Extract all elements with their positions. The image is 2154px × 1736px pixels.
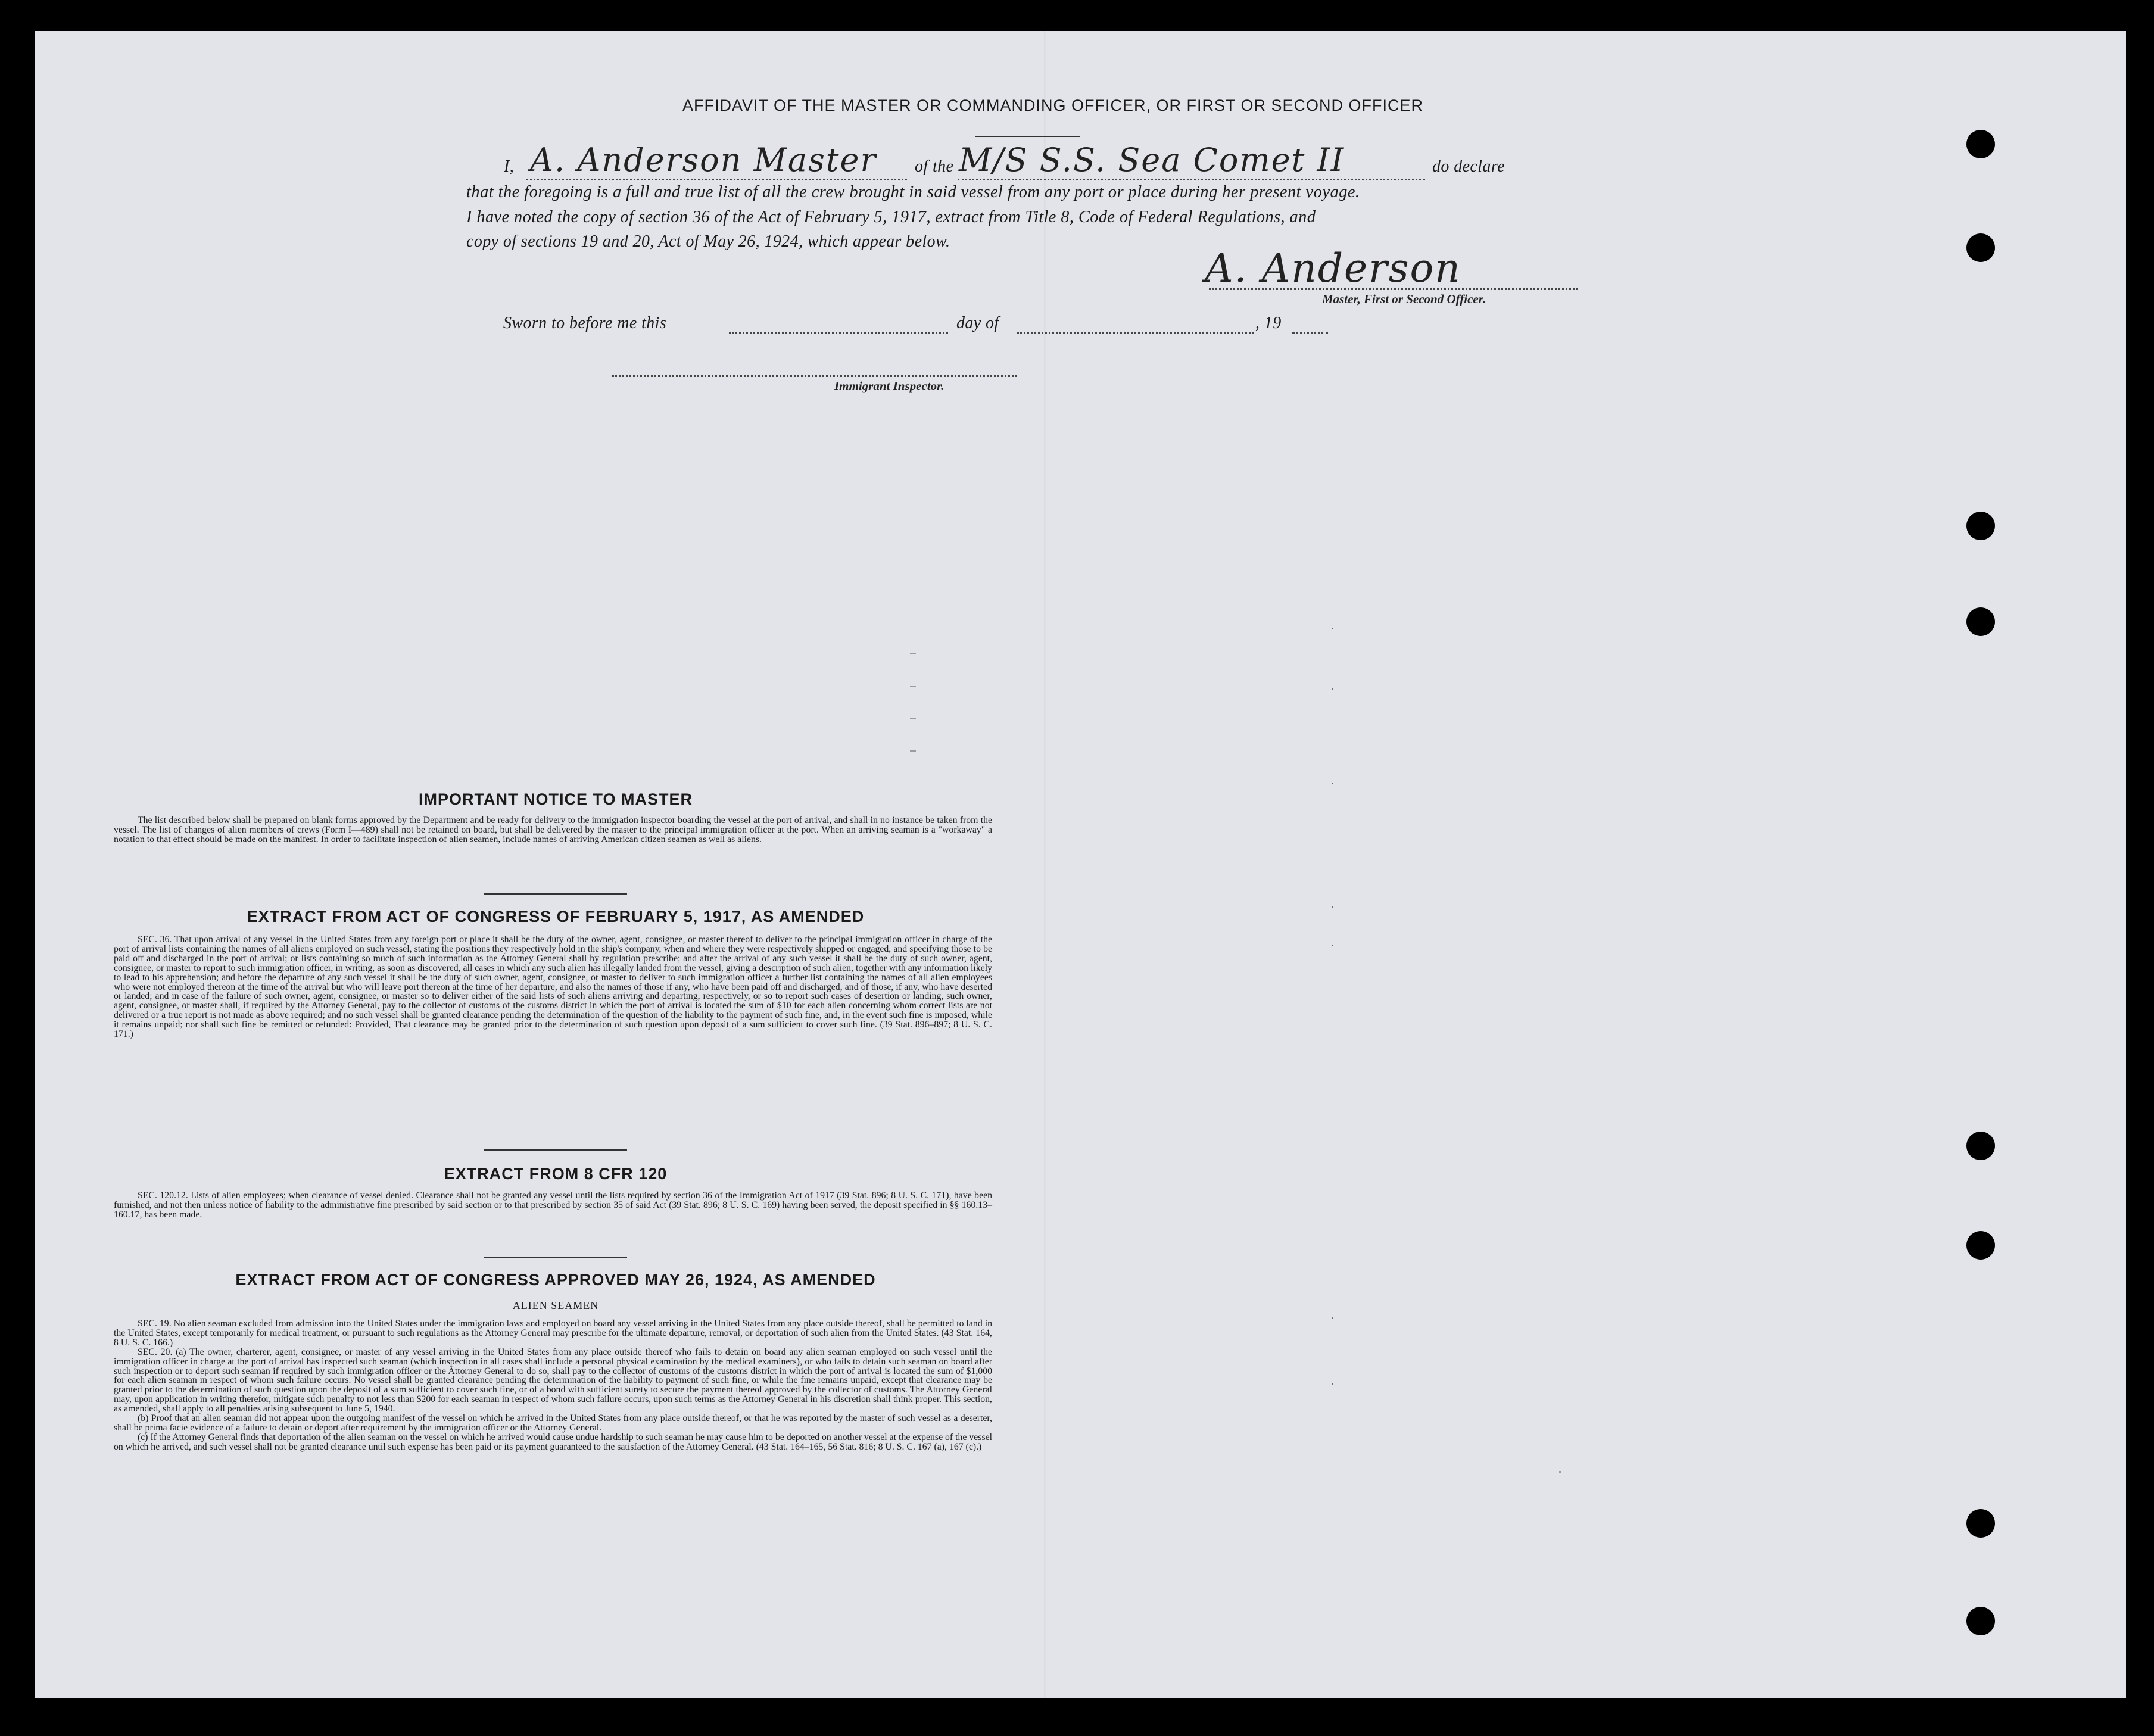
extract-1924-heading: EXTRACT FROM ACT OF CONGRESS APPROVED MAY 26, 1924, AS AMENDED (235, 1271, 876, 1289)
vessel-name-line (958, 179, 1425, 180)
paper-fleck (1332, 945, 1333, 946)
punch-hole (1966, 233, 1995, 262)
extract-cfr-heading: EXTRACT FROM 8 CFR 120 (444, 1165, 668, 1183)
extract-1924-text (114, 1319, 992, 1452)
handwritten-vessel-name: M/S S.S. Sea Comet II (959, 141, 1345, 179)
handwritten-master-name: A. Anderson Master (530, 141, 877, 179)
notice-heading: IMPORTANT NOTICE TO MASTER (419, 790, 693, 808)
punch-hole (1966, 607, 1995, 636)
punch-hole (1966, 130, 1995, 158)
paper-fleck (1332, 1317, 1333, 1319)
paper-fleck (1332, 1383, 1333, 1385)
column-tick (910, 686, 916, 687)
extract-1917-heading: EXTRACT FROM ACT OF CONGRESS OF FEBRUARY 5, 1917, AS AMENDED (247, 908, 865, 925)
declaration-of-the: of the (915, 157, 954, 176)
column-tick (910, 718, 916, 719)
section-divider (484, 1149, 627, 1151)
declaration-suffix: do declare (1432, 157, 1505, 176)
column-tick (910, 750, 916, 752)
punch-hole (1966, 1509, 1995, 1538)
notice-paragraph: The list described below shall be prepared on blank forms approved by the Department and be ready for delivery to the immigration inspector boarding the vessel at the port of arrival, and shall in no instance be taken from the vessel. The list of changes of alien members of crews (Form I—489) shall not be retained on board, but shall be delivered by the master to the principal immigration officer at the port. When an arriving seaman is a "workaway" a notation to that effect should be made on the manifest. In order to facilitate inspection of alien seamen, include names of arriving American citizen seamen as well as aliens. (114, 815, 992, 844)
declaration-line-4: copy of sections 19 and 20, Act of May 26, 1924, which appear below. (466, 232, 950, 251)
sworn-day-of: day of (956, 314, 999, 332)
section-divider (484, 1257, 627, 1258)
paper-fleck (1332, 906, 1333, 908)
sec-20b-paragraph: (b) Proof that an alien seaman did not appear upon the outgoing manifest of the vessel on which he arrived in the United States from any place outside thereof, or that he was reported by the master of such vessel as a deserter, shall be prima facie evidence of a failure to detain or deport after requirement by the immigration officer or the Attorney General. (114, 1413, 992, 1433)
master-signature: A. Anderson (1205, 245, 1461, 291)
sec-36-paragraph: SEC. 36. That upon arrival of any vessel in the United States from any foreign port or place it shall be the duty of the owner, agent, consignee, or master thereof to deliver to the principal immigration officer in charge of the port of arrival lists containing the names of all aliens employed on such vessel, stating the positions they respectively hold in the ship's company, when and where they were respectively shipped or engaged, and specifying those to be paid off and discharged in the port of arrival; or lists containing so much of such information as the Attorney General shall by regulation prescribe; and after the arrival of any such vessel it shall be the duty of such owner, agent, consignee, or master to report to such immigration officer, in writing, as soon as discovered, all cases in which any such alien has illegally landed from the vessel, giving a description of such alien, together with any information likely to lead to his apprehension; and before the departure of any such vessel it shall be the duty of such owner, agent, consignee, or master to deliver to such immigration officer a further list containing the names of all alien employees who were not employed thereon at the time of the arrival but who will leave port thereon at the time of her departure, and also the names of those if any, who have been paid off and discharged, and of those, if any, who have deserted or landed; and in case of the failure of such owner, agent, consignee, or master so to deliver either of the said lists of such aliens arriving and departing, respectively, or so to report such cases of desertion or landing, such owner, agent, consignee, or master shall, if required by the Attorney General, pay to the collector of customs of the customs district in which the port of arrival is located the sum of $10 for each alien concerning whom correct lists are not delivered or a true report is not made as above required; and no such vessel shall be granted clearance pending the determination of the question of the liability to the payment of such fine, and, in the event such fine is imposed, while it remains unpaid; nor shall such fine be remitted or refunded: Provided, That clearance may be granted prior to the determination of such question upon deposit of a sum sufficient to cover such fine. (39 Stat. 896–897; 8 U. S. C. 171.) (114, 934, 992, 1040)
paper-fleck (1332, 783, 1333, 784)
inspector-line (612, 375, 1017, 377)
section-divider (484, 893, 627, 895)
affidavit-title: AFFIDAVIT OF THE MASTER OR COMMANDING OFFICER, OR FIRST OR SECOND OFFICER (682, 96, 1424, 114)
notice-text (114, 816, 992, 844)
form-page (35, 31, 2126, 1698)
punch-hole (1966, 1231, 1995, 1260)
extract-1917-text (114, 935, 992, 1039)
declaration-line-2: that the foregoing is a full and true list of all the crew brought in said vessel from any port or place during her present voyage. (466, 183, 1360, 201)
punch-hole (1966, 1607, 1995, 1635)
sec-120-12-paragraph: SEC. 120.12. Lists of alien employees; when clearance of vessel denied. Clearance shall not be granted any vessel until the lists required by section 36 of the Immigration Act of 1917 (39 Stat. 896; 8 U. S. C. 171), have been furnished, and not then unless notice of liability to the administrative fine prescribed by said section or to that prescribed by section 35 of said Act (39 Stat. 896; 8 U. S. C. 169) having been served, the deposit specified in §§ 160.13–160.17, has been made. (114, 1190, 992, 1220)
declaration-line-3: I have noted the copy of section 36 of the Act of February 5, 1917, extract from Title 8, Code of Federal Regulations, and (466, 208, 1316, 226)
sec-19-paragraph: SEC. 19. No alien seaman excluded from admission into the United States under the immigration laws and employed on board any vessel arriving in the United States from any place outside thereof, shall be permitted to land in the United States, except temporarily for medical treatment, or pursuant to such regulations as the Attorney General may prescribe for the ultimate departure, removal, or deportation of such alien from the United States. (43 Stat. 164, 8 U. S. C. 166.) (114, 1319, 992, 1348)
paper-fleck (1559, 1471, 1561, 1473)
sec-20c-paragraph: (c) If the Attorney General finds that deportation of the alien seaman on the vessel on which he arrived would cause undue hardship to such seaman he may cause him to be deported on another vessel at the expense of the vessel on which he arrived, and such vessel shall not be granted clearance until such expense has been paid or its payment guaranteed to the satisfaction of the Attorney General. (43 Stat. 164–165, 56 Stat. 816; 8 U. S. C. 167 (a), 167 (c).) (114, 1432, 992, 1452)
signature-caption: Master, First or Second Officer. (1322, 292, 1486, 306)
sec-20a-paragraph: SEC. 20. (a) The owner, charterer, agent, consignee, or master of any vessel arriving in the United States from any place outside thereof who fails to detain on board any alien seaman employed on such vessel until the immigration officer in charge at the port of arrival has inspected such seaman (which inspection in all cases shall include a personal physical examination by the medical examiners), or who fails to detain such seaman on board after such inspection or to deport such seaman if required by such immigration officer or the Attorney General to do so, shall pay to the collector of customs of the customs district in which the port of arrival is located the sum of $1,000 for each alien seaman in respect of whom such failure occurs. No vessel shall be granted clearance pending the determination of the liability to payment of such fine, or while the fine remains unpaid, except that clearance may be granted prior to the determination of such question upon the deposit of a sum sufficient to cover such fine, or of a bond with sufficient surety to secure the payment thereof approved by the collector of customs. The Attorney General may, upon application in writing therefor, mitigate such penalty to not less than $200 for each seaman in respect of whom such failure occurs, upon such terms as the Attorney General in his discretion shall think proper. This section, as amended, shall apply to all penalties arising subsequent to June 5, 1940. (114, 1347, 992, 1414)
page-fold (1044, 31, 1046, 1698)
title-rule (975, 136, 1080, 137)
inspector-caption: Immigrant Inspector. (834, 379, 944, 393)
paper-fleck (1332, 628, 1333, 629)
punch-hole (1966, 512, 1995, 540)
column-tick (910, 653, 916, 654)
alien-seamen-subheading: ALIEN SEAMEN (512, 1299, 599, 1311)
punch-hole (1966, 1132, 1995, 1160)
master-name-line (526, 179, 907, 180)
paper-fleck (1332, 688, 1333, 690)
sworn-year: , 19 (1255, 314, 1282, 332)
declaration-prefix: I, (504, 157, 515, 176)
extract-cfr-text (114, 1191, 992, 1220)
sworn-day-line (729, 332, 948, 334)
signature-line (1209, 288, 1578, 290)
sworn-year-line (1292, 332, 1328, 334)
sworn-prefix: Sworn to before me this (503, 314, 667, 332)
sworn-month-line (1017, 332, 1254, 334)
